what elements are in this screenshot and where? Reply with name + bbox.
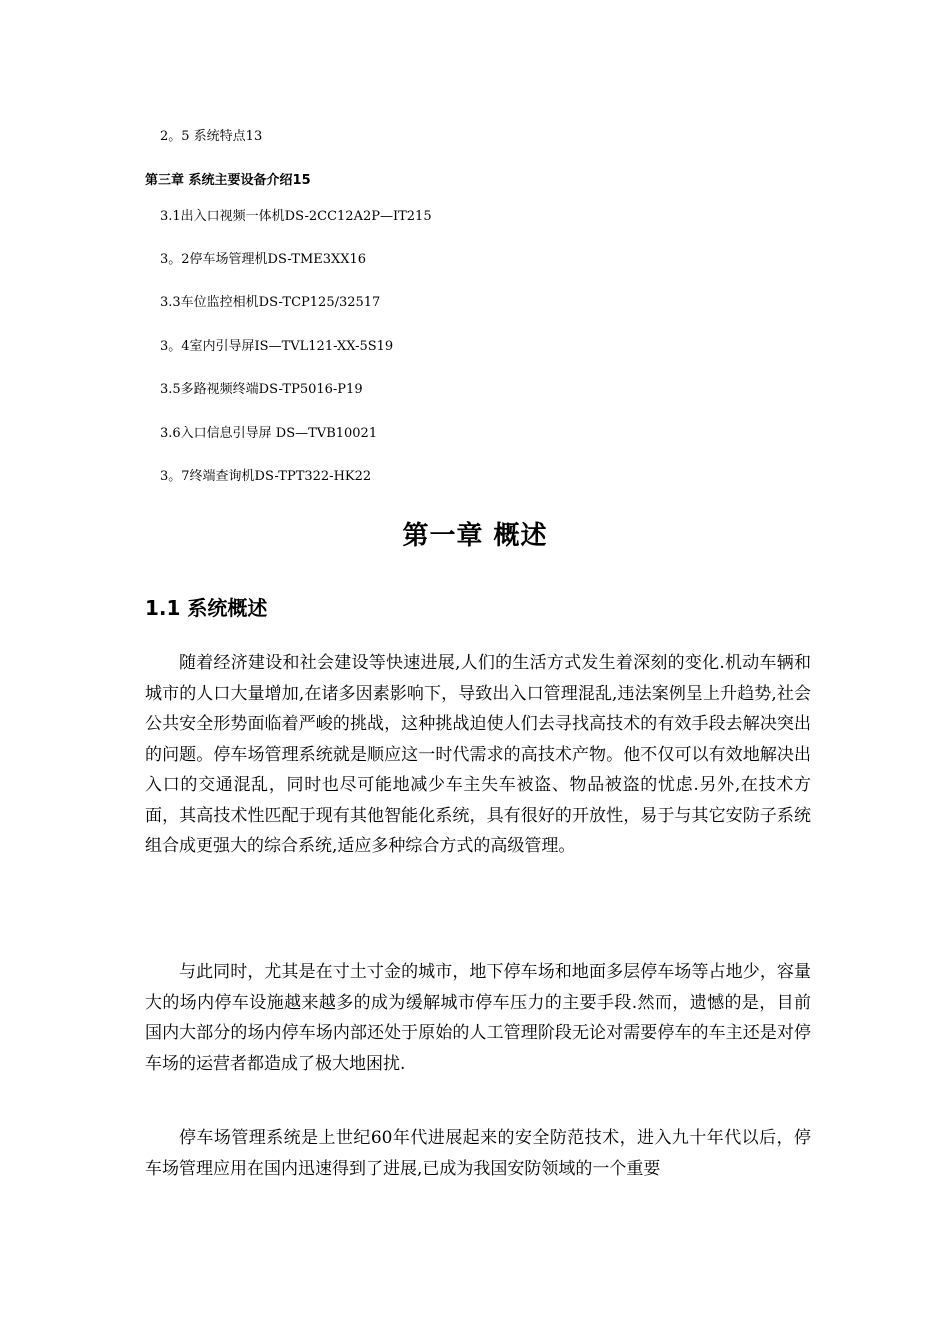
section-title: 1.1 系统概述 [145, 596, 268, 620]
toc-item-3-1: 3.1出入口视频一体机DS-2CC12A2P—IT215 [160, 209, 432, 224]
toc-item-3-6: 3.6入口信息引导屏 DS—TVB10021 [160, 426, 378, 441]
body-paragraph-1: 随着经济建设和社会建设等快速进展,人们的生活方式发生着深刻的变化.机动车辆和城市的人口大量增加,在诸多因素影响下，导致出入口管理混乱,违法案例呈上升趋势,社会公共安全形势面临着严峻的挑战，这种挑战迫使人们去寻找高技术的有效手段去解决突出的问题。停车场管理系统就是顺应这一时代需求的高技术产物。他不仅可以有效地解决出入口的交通混乱，同时也尽可能地减少车主失车被盗、物品被盗的忧虑.另外,在技术方面，其高技术性匹配于现有其他智能化系统，具有很好的开放性，易于与其它安防子系统组合成更强大的综合系统,适应多种综合方式的高级管理。 [145, 653, 811, 856]
toc-item-3-2: 3。2停车场管理机DS-TME3XX16 [160, 252, 367, 267]
body-paragraph-2: 与此同时，尤其是在寸土寸金的城市，地下停车场和地面多层停车场等占地少，容量大的场内停车设施越来越多的成为缓解城市停车压力的主要手段.然而，遗憾的是，目前国内大部分的场内停车场内部还处于原始的人工管理阶段无论对需要停车的车主还是对停车场的运营者都造成了极大地困扰. [145, 962, 811, 1074]
toc-item-3-7: 3。7终端查询机DS-TPT322-HK22 [160, 469, 372, 484]
toc-item-3-5: 3.5多路视频终端DS-TP5016-P19 [160, 382, 363, 397]
toc-item-3-3: 3.3车位监控相机DS-TCP125/32517 [160, 295, 381, 310]
chapter-title: 第一章 概述 [402, 521, 548, 551]
toc-item-2-5: 2。5 系统特点13 [160, 129, 263, 144]
body-paragraph-3: 停车场管理系统是上世纪60年代进展起来的安全防范技术，进入九十年代以后，停车场管理应用在国内迅速得到了进展,已成为我国安防领域的一个重要 [145, 1128, 811, 1179]
toc-item-3-4: 3。4室内引导屏IS—TVL121-XX-5S19 [160, 339, 394, 354]
toc-chapter-3: 第三章 系统主要设备介绍15 [145, 173, 311, 188]
